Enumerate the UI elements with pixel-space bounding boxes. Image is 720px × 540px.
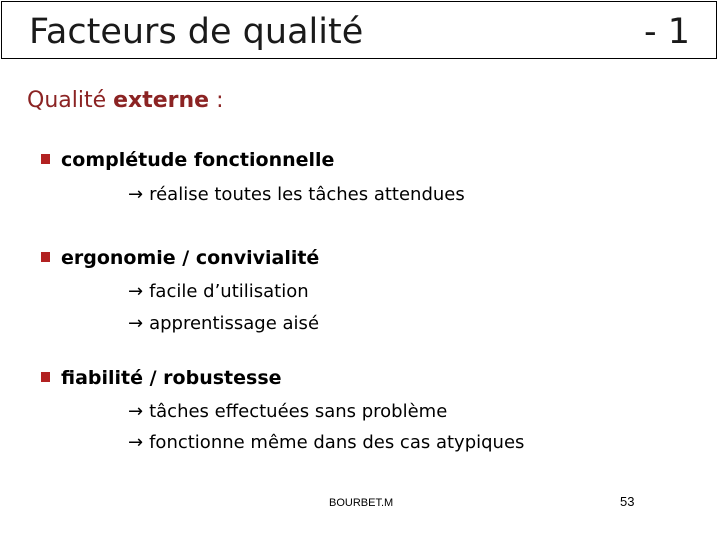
arrow-right-icon: → [128,432,144,453]
section-heading-prefix: Qualité [27,88,114,113]
arrow-right-icon: → [128,401,144,422]
section-heading [27,86,224,116]
sub-item [128,183,465,207]
bullet-square-icon [41,252,50,262]
sub-item-text: réalise toutes les tâches attendues [149,184,465,205]
arrow-right-icon: → [128,281,144,302]
sub-item-text: tâches effectuées sans problème [149,401,448,422]
sub-item-text: facile d’utilisation [149,281,309,302]
sub-item [128,431,524,455]
bullet-square-icon [41,372,50,382]
arrow-right-icon: → [128,184,144,205]
bullet-label: ergonomie / convivialité [61,247,320,269]
page-number: 53 [620,494,635,509]
footer-author: BOURBET.M [329,497,394,509]
arrow-right-icon: → [128,313,144,334]
bullet-square-icon [41,154,50,164]
slide-title-number: - 1 [643,12,690,52]
sub-item [128,280,309,304]
section-heading-suffix: : [209,88,224,113]
slide-title: Facteurs de qualité [29,12,364,52]
sub-item-text: apprentissage aisé [149,313,320,334]
section-heading-emphasis: externe [113,88,210,113]
bullet-label: complétude fonctionnelle [61,149,335,171]
sub-item [128,400,447,424]
title-bar [1,1,717,59]
sub-item [128,312,319,336]
bullet-label: fiabilité / robustesse [61,367,282,389]
sub-item-text: fonctionne même dans des cas atypiques [149,432,525,453]
